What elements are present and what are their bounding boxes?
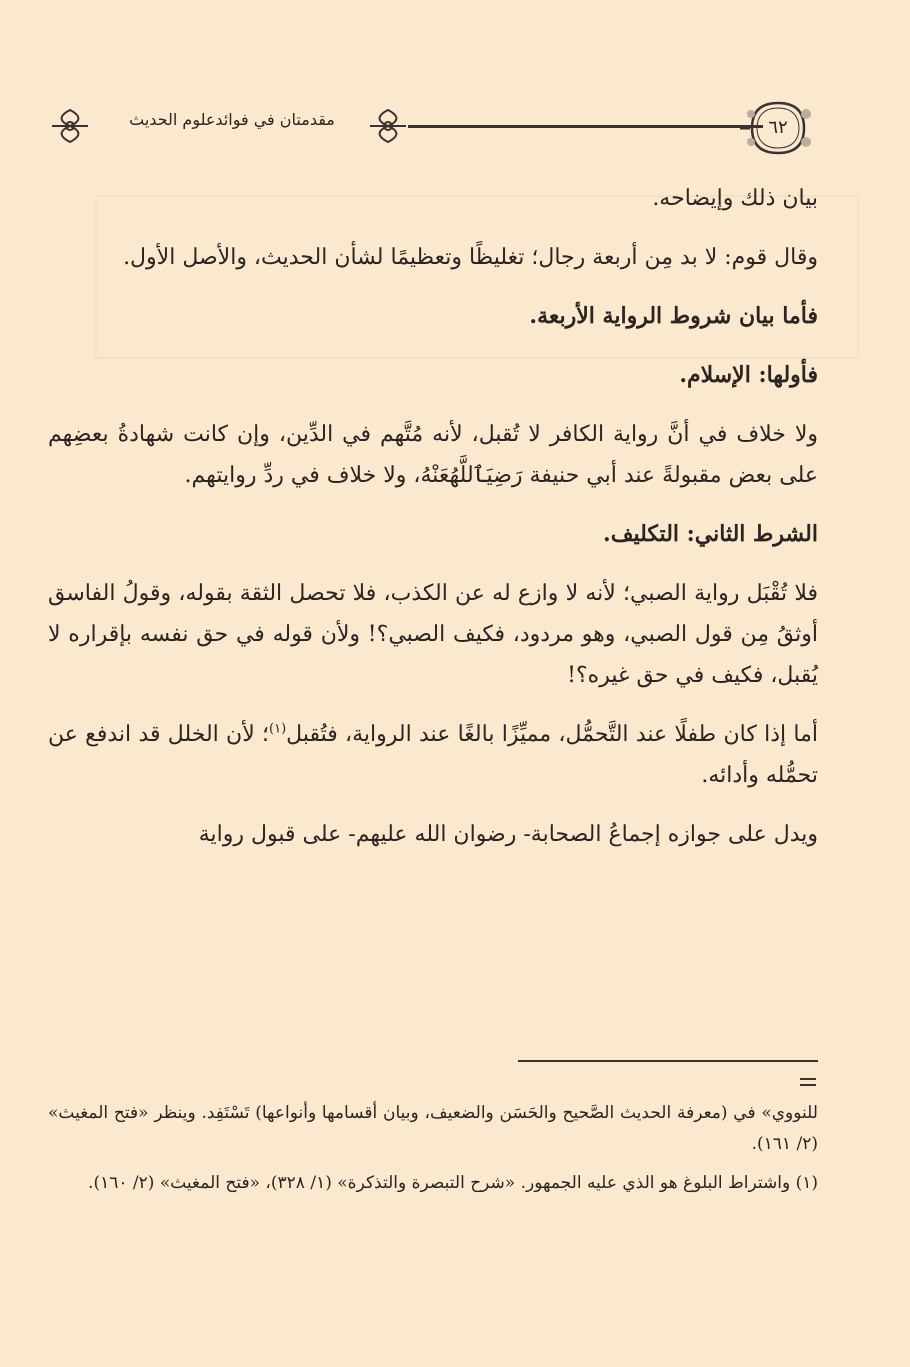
footnote-separator: [518, 1060, 818, 1062]
footnotes: [48, 1098, 818, 1207]
footnote-ref[interactable]: (١): [269, 721, 287, 737]
page-header: [48, 92, 828, 162]
section-heading: الشرط الثاني: التكليف.: [603, 521, 818, 547]
paragraph-text: ؛ لأن الخلل قد اندفع عن تحمُّله وأدائه.: [48, 722, 818, 788]
section-heading: فأولها: الإسلام.: [679, 362, 818, 388]
ornament-icon: [48, 106, 92, 146]
main-text: [48, 178, 818, 873]
paragraph: [48, 714, 818, 796]
footnote-continuation-mark: [800, 1078, 816, 1088]
page-number-frame: [738, 100, 818, 156]
page-number: ٦٢: [768, 117, 788, 138]
ornament-icon: [366, 106, 410, 146]
paragraph: ولا خلاف في أنَّ رواية الكافر لا تُقبل، لأنه مُتَّهم في الدِّين، وإن كانت شهادةُ بعضِهم على بعض مقبولةً عند أبي حنيفة رَضِيَٱللَّهُعَنْهُ، ولا خلاف في ردِّ روايتهم.: [48, 422, 818, 488]
section-heading: فأما بيان شروط الرواية الأربعة.: [529, 303, 818, 329]
header-rule: [408, 125, 763, 128]
paragraph: ويدل على جوازه إجماعُ الصحابة- رضوان الله عليهم- على قبول رواية: [198, 822, 818, 847]
paragraph-text: أما إذا كان طفلًا عند التَّحمُّل، مميِّزًا بالغًا عند الرواية، فتُقبل: [286, 722, 818, 747]
footnote: (١) واشتراط البلوغ هو الذي عليه الجمهور. «شرح التبصرة والتذكرة» (١/ ٣٢٨)، «فتح المغيث» (٢/ ١٦٠).: [88, 1173, 818, 1193]
paragraph: فلا تُقْبَل رواية الصبي؛ لأنه لا وازع له عن الكذب، فلا تحصل الثقة بقوله، وقولُ الفاسق أوثقُ مِن قول الصبي، وهو مردود، فكيف الصبي؟! ولأن قوله في حق نفسه بإقراره لا يُقبل، فكيف في حق غيره؟!: [48, 581, 818, 688]
footnote: للنووي» في (معرفة الحديث الصَّحيح والحَسَن والضعيف، وبيان أقسامها وأنواعها) تَسْتَفِد. وينظر «فتح المغيث» (٢/ ١٦١).: [48, 1103, 818, 1154]
running-title: مقدمتان في فوائدعلوم الحديث: [129, 110, 335, 129]
paragraph: بيان ذلك وإيضاحه.: [652, 186, 818, 211]
paragraph: وقال قوم: لا بد مِن أربعة رجال؛ تغليظًا وتعظيمًا لشأن الحديث، والأصل الأول.: [123, 245, 818, 270]
